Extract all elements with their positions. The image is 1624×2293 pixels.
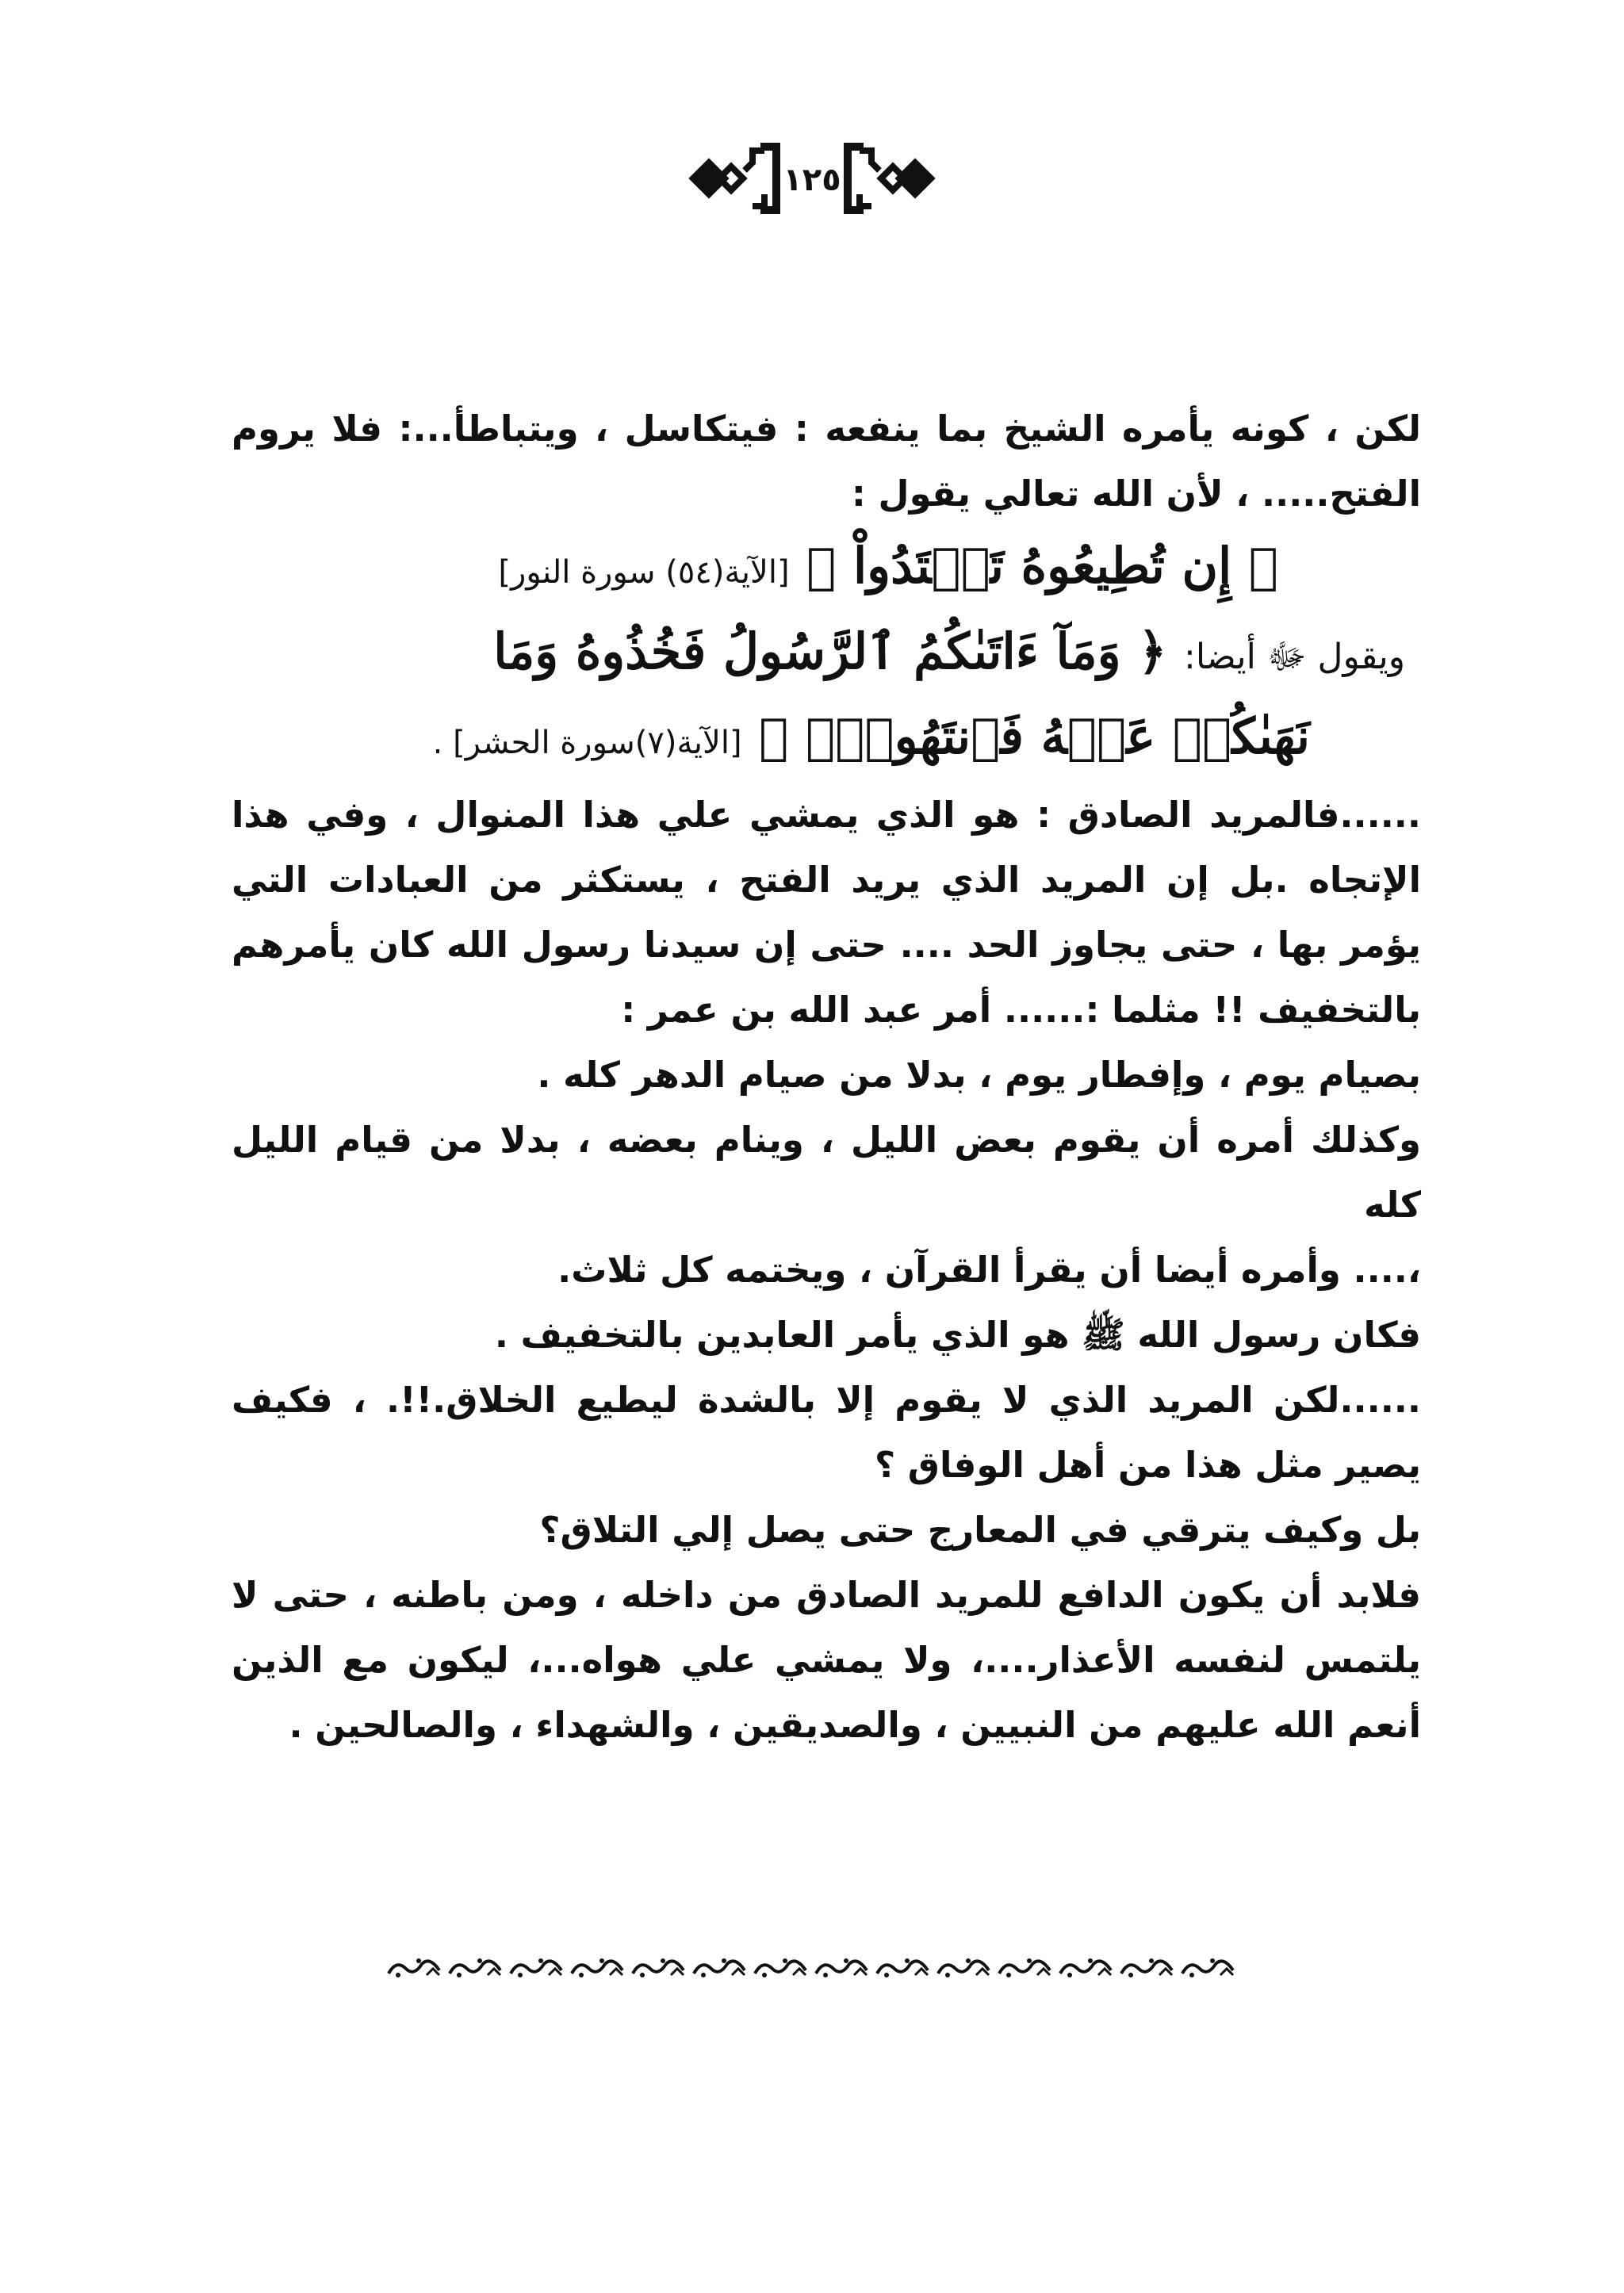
verse-text: نَهَىٰكُمۡ عَنۡهُ فَٱنتَهُواْۚ ﴾ [759,707,1310,765]
page-number: ١٢٥ [783,162,841,198]
ornament-motif [1182,1958,1233,1977]
paragraph-line: بصيام يوم ، وإفطار يوم ، بدلا من صيام الدهر كله . [537,1054,1421,1096]
quran-verse [232,526,1421,612]
verse-text: ﴿ إِن تُطِيعُوهُ تَهۡتَدُواْ ﴾ [806,537,1278,595]
decorative-border [384,1954,1240,1981]
ornament-motif [511,1958,561,1977]
paragraph-line: لكن ، كونه يأمره الشيخ بما ينفعه : فيتكاسل ، ويتباطأ...: فلا يروم [232,408,1421,450]
paragraph-line: يؤمر بها ، حتى يجاوز الحد .... حتى إن سيدنا رسول الله كان يأمرهم [232,924,1421,966]
paragraph-line: ،.... وأمره أيضا أن يقرأ القرآن ، ويختمه كل ثلاث. [557,1249,1421,1291]
page-number-ornament [681,135,943,222]
quran-verse [232,697,1421,783]
ornament-motif [1060,1958,1111,1977]
paragraph-line: فكان رسول الله ﷺ هو الذي يأمر العابدين بالتخفيف . [494,1314,1421,1356]
ornament-motif [694,1958,745,1977]
verse-reference: [الآية(٧)سورة الحشر] . [432,725,742,761]
paragraph-line: ......لكن المريد الذي لا يقوم إلا بالشدة ليطيع الخلاق.!!. ، فكيف [232,1379,1421,1421]
paragraph-line: بالتخفيف !! مثلما :...... أمر عبد الله بن عمر : [621,989,1421,1031]
ornament-motif [755,1958,806,1977]
paragraph-line: الإتجاه .بل إن المريد الذي يريد الفتح ، يستكثر من العبادات التي [232,859,1421,901]
ornament-motif [450,1958,500,1977]
paragraph-line: الفتح..... ، لأن الله تعالي يقول : [851,473,1421,515]
verse-text: ﴿ وَمَآ ءَاتَىٰكُمُ ٱلرَّسُولُ فَخُذُوهُ وَمَا [493,622,1167,680]
paragraph-line: بل وكيف يترقي في المعارج حتى يصل إلي التلاق؟ [539,1509,1421,1551]
verse-reference: [الآية(٥٤) سورة النور] [498,554,790,591]
ornament-motif [572,1958,622,1977]
footer-ornament [0,1954,1624,1981]
paragraph-line: يصير مثل هذا من أهل الوفاق ؟ [875,1444,1421,1486]
quran-verse [232,612,1421,697]
paragraph-line: وكذلك أمره أن يقوم بعض الليل ، وينام بعضه ، بدلا من قيام الليل كله [232,1119,1421,1226]
page-header [0,135,1624,222]
ornament-motif [633,1958,684,1977]
ornament-motif [877,1958,928,1977]
ornament-motif [938,1958,989,1977]
ornament-motif [1121,1958,1172,1977]
ornament-motif [389,1958,439,1977]
page-body [232,396,1421,1758]
ornament-motif [999,1958,1050,1977]
paragraph-line: ......فالمريد الصادق : هو الذي يمشي علي هذا المنوال ، وفي هذا [232,794,1421,836]
verse-intro: ويقول ﷻ أيضا: [1184,637,1405,677]
paragraph-line: يلتمس لنفسه الأعذار....، ولا يمشي علي هواه...، ليكون مع الذين [232,1639,1421,1681]
ornament-motif [816,1958,867,1977]
paragraph-line: أنعم الله عليهم من النبيين ، والصديقين ، والشهداء ، والصالحين . [289,1704,1421,1746]
paragraph-line: فلابد أن يكون الدافع للمريد الصادق من داخله ، ومن باطنه ، حتى لا [232,1574,1421,1616]
